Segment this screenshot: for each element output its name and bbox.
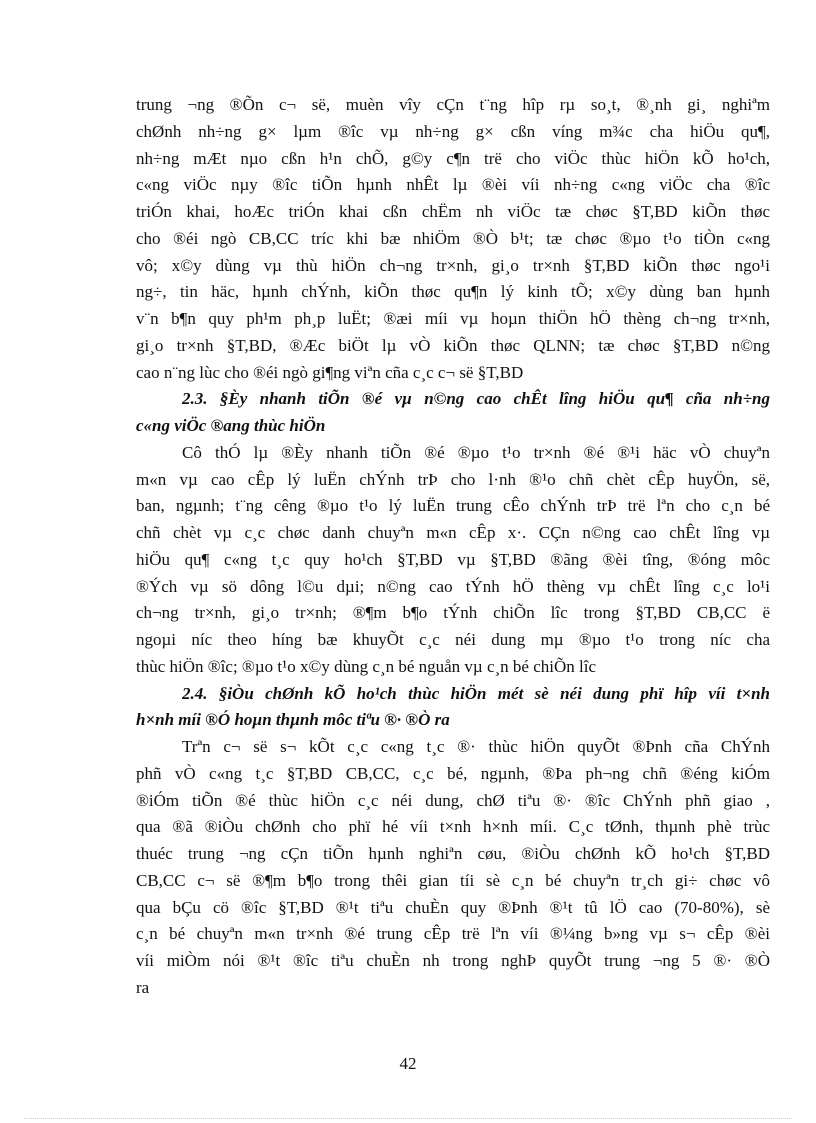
paragraph-line: phñ vÒ c«ng t¸c §T,BD CB,CC, c¸c bé, ngµnh, ®Þa ph¬ng chñ ®éng kiÓm bbox=[136, 764, 770, 783]
paragraph-line: qua bÇu cö ®îc §T,BD ®¹t tiªu chuÈn quy ®Þnh ®¹t tû lÖ cao (70-80%), sè bbox=[136, 898, 770, 917]
paragraph-line: Trªn c¬ së s¬ kÕt c¸c c«ng t¸c ®· thùc hiÖn quyÕt ®Þnh cña ChÝnh bbox=[182, 737, 770, 756]
paragraph-line: trung ¬ng ®Õn c¬ së, muèn vîy cÇn t¨ng hîp rµ so¸t, ®¸nh gi¸ nghiªm bbox=[136, 95, 770, 114]
section-heading-line: 2.3. §Èy nhanh tiÕn ®é vµ n©ng cao chÊt lîng hiÖu qu¶ cña nh÷ng bbox=[182, 389, 770, 408]
paragraph-line: c¸n bé chuyªn m«n tr×nh ®é trung cÊp trë lªn víi ®¼ng b»ng vµ s¬ cÊp ®èi bbox=[136, 924, 770, 943]
paragraph-line: CB,CC c¬ së ®¶m b¶o trong thêi gian tíi sè c¸n bé chuyªn tr¸ch gi÷ chøc vô bbox=[136, 871, 770, 890]
paragraph-line: chñ chèt vµ c¸c chøc danh chuyªn m«n cÊp x·. CÇn n©ng cao chÊt lîng vµ bbox=[136, 523, 770, 542]
paragraph-line: thùc hiÖn ®îc; ®µo t¹o x©y dùng c¸n bé nguån vµ c¸n bé chiÕn lîc bbox=[136, 657, 597, 676]
paragraph-line: hiÖu qu¶ c«ng t¸c quy ho¹ch §T,BD vµ §T,BD ®ãng ®èi tîng, ®óng môc bbox=[136, 550, 770, 569]
paragraph-line: cao n¨ng lùc cho ®éi ngò gi¶ng viªn cña c¸c c¬ së §T,BD bbox=[136, 363, 524, 382]
paragraph-line: Cô thÓ lµ ®Èy nhanh tiÕn ®é ®µo t¹o tr×nh ®é ®¹i häc vÒ chuyªn bbox=[182, 443, 770, 462]
paragraph-line: ban, ngµnh; t¨ng cêng ®µo t¹o lý luËn trung cÊo chÝnh trÞ trë lªn cho c¸n bé bbox=[136, 496, 770, 515]
paragraph-line: v¨n b¶n quy ph¹m ph¸p luËt; ®æi míi vµ hoµn thiÖn hÖ thèng ch¬ng tr×nh, bbox=[136, 309, 770, 328]
paragraph-line: triÓn khai, hoÆc triÓn khai cßn chËm nh viÖc tæ chøc §T,BD kiÕn thøc bbox=[136, 202, 770, 221]
paragraph-line: víi miÒm nói ®¹t ®îc tiªu chuÈn nh trong nghÞ quyÕt trung ¬ng 5 ®· ®Ò bbox=[136, 951, 770, 970]
paragraph-line: c«ng viÖc nµy ®îc tiÕn hµnh nhÊt lµ ®èi víi nh÷ng c«ng viÖc cha ®îc bbox=[136, 175, 770, 194]
paragraph-line: chØnh nh÷ng g× lµm ®îc vµ nh÷ng g× cßn víng m¾c cha hiÖu qu¶, bbox=[136, 122, 770, 141]
paragraph-line: qua ®ã ®iÒu chØnh cho phï hé víi t×nh h×nh míi. C¸c tØnh, thµnh phè trùc bbox=[136, 817, 770, 836]
paragraph-line: ra bbox=[136, 978, 150, 997]
paragraph-line: ch¬ng tr×nh, gi¸o tr×nh; ®¶m b¶o tÝnh chiÕn lîc trong §T,BD CB,CC ë bbox=[136, 603, 770, 622]
page-bottom-divider bbox=[24, 1118, 792, 1119]
page-number: 42 bbox=[399, 1054, 417, 1073]
paragraph-line: ng÷, tin häc, hµnh chÝnh, kiÕn thøc qu¶n lý kinh tÕ; x©y dùng ban hµnh bbox=[136, 282, 770, 301]
section-heading-line: h×nh míi ®Ó hoµn thµnh môc tiªu ®· ®Ò ra bbox=[136, 710, 450, 729]
paragraph-line: nh÷ng mÆt nµo cßn h¹n chÕ, g©y c¶n trë cho viÖc thùc hiÖn kÕ ho¹ch, bbox=[136, 149, 770, 168]
paragraph-line: m«n vµ cao cÊp lý luËn chÝnh trÞ cho l·nh ®¹o chñ chèt cÊp huyÖn, së, bbox=[136, 470, 770, 489]
paragraph-line: ®Ých vµ sö dông l©u dµi; n©ng cao tÝnh hÖ thèng vµ chÊt lîng c¸c lo¹i bbox=[136, 577, 770, 596]
paragraph-line: thuéc trung ¬ng cÇn tiÕn hµnh nghiªn cøu, ®iÒu chØnh kÕ ho¹ch §T,BD bbox=[136, 844, 770, 863]
section-heading-line: 2.4. §iÒu chØnh kÕ ho¹ch thùc hiÖn mét sè néi dung phï hîp víi t×nh bbox=[182, 684, 770, 703]
section-heading-line: c«ng viÖc ®ang thùc hiÖn bbox=[136, 416, 326, 435]
paragraph-line: ®iÓm tiÕn ®é thùc hiÖn c¸c néi dung, chØ tiªu ®· ®îc ChÝnh phñ giao , bbox=[136, 791, 770, 810]
paragraph-line: gi¸o tr×nh §T,BD, ®Æc biÖt lµ vÒ kiÕn thøc QLNN; tæ chøc §T,BD n©ng bbox=[136, 336, 770, 355]
paragraph-line: ngoµi níc theo híng bæ khuyÕt c¸c néi dung mµ ®µo t¹o trong níc cha bbox=[136, 630, 770, 649]
paragraph-line: cho ®éi ngò CB,CC tríc khi bæ nhiÖm ®Ò b¹t; tæ chøc ®µo t¹o tiÒn c«ng bbox=[136, 229, 770, 248]
paragraph-line: vô; x©y dùng vµ thù hiÖn ch¬ng tr×nh, gi¸o tr×nh §T,BD kiÕn thøc ngo¹i bbox=[136, 256, 770, 275]
